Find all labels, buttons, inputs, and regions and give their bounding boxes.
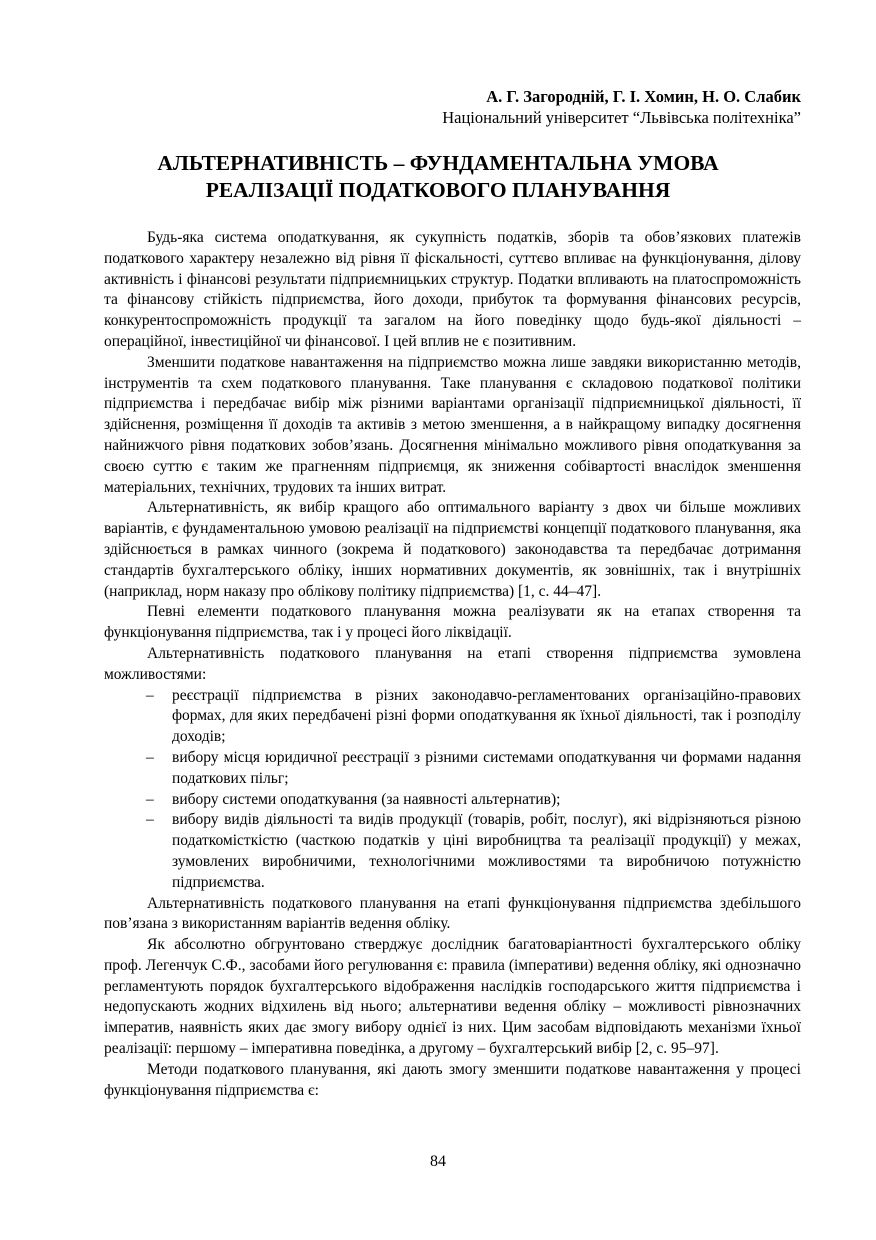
title-line-2: РЕАЛІЗАЦІЇ ПОДАТКОВОГО ПЛАНУВАННЯ: [205, 178, 671, 202]
paragraph: Як абсолютно обгрунтовано стверджує дослідник багатоваріантності бухгалтерського обліку проф. Легенчук С.Ф., засобами його регулювання є: правила (імперативи) ведення обліку, які однозначно регламентують порядок бухгалтерського відображення наслідків господарського життя підприємства і недопускають жодних відхилень від нього; альтернативи ведення обліку – можливості рівнозначних імператив, наявність яких дає змогу вибору однієї із них. Цим засобам відповідають механізми їхньої реалізації: першому – імперативна поведінка, а другому – бухгалтерський вибір [2, с. 95–97].: [104, 936, 801, 1058]
paragraph: Альтернативність податкового планування на етапі функціонування підприємства здебільшого пов’язана з використанням варіантів ведення обліку.: [104, 894, 801, 933]
list-item-text: реєстрації підприємства в різних законодавчо-регламентованих організаційно-правових формах, для яких передбачені різні форми оподаткування як їхньої діяльності, так і розподілу доходів;: [172, 686, 801, 746]
title-line-1: АЛЬТЕРНАТИВНІСТЬ – ФУНДАМЕНТАЛЬНА УМОВА: [157, 151, 719, 175]
paragraph: Певні елементи податкового планування можна реалізувати як на етапах створення та функціонування підприємства, так і у процесі його ліквідації.: [104, 603, 801, 642]
list-item-text: вибору системи оподаткування (за наявності альтернатив);: [172, 790, 561, 808]
possibilities-list: [104, 686, 801, 894]
paragraph: Альтернативність податкового планування на етапі створення підприємства зумовлена можливостями:: [104, 644, 801, 683]
dash-bullet: –: [146, 748, 154, 766]
authors: А. Г. Загородній, Г. І. Хомин, Н. О. Слабик: [486, 87, 801, 106]
page-number: 84: [430, 1153, 446, 1170]
paragraph: Методи податкового планування, які дають змогу зменшити податкове навантаження у процесі функціонування підприємства є:: [104, 1060, 801, 1099]
dash-bullet: –: [146, 811, 154, 829]
paragraph: Будь-яка система оподаткування, як сукупність податків, зборів та обов’язкових платежів податкового характеру незалежно від рівня її фіскальності, суттєво впливає на функціонування, ділову активність і фінансові результати підприємницьких структур. Податки впливають на платоспроможність та фінансову стійкість підприємства, його доходи, прибуток та формування фінансових ресурсів, конкурентоспроможність продукції та загалом на його поведінку щодо будь-якої діяльності – операційної, інвестиційної чи фінансової. І цей вплив не є позитивним.: [104, 229, 801, 350]
dash-bullet: –: [146, 686, 154, 704]
paragraph: Альтернативність, як вибір кращого або оптимального варіанту з двох чи більше можливих варіантів, є фундаментальною умовою реалізації на підприємстві концепції податкового планування, яка здійснюється в рамках чинного (зокрема й податкового) законодавства та передбачає дотримання стандартів бухгалтерського обліку, інших нормативних документів, як зовнішніх, так і внутрішніх (наприклад, норм наказу про облікову політику підприємства) [1, с. 44–47].: [104, 499, 801, 600]
list-item: [146, 810, 801, 893]
list-item-text: вибору місця юридичної реєстрації з різними системами оподаткування чи формами надання податкових пільг;: [172, 748, 801, 787]
list-item: [146, 790, 801, 811]
dash-bullet: –: [146, 790, 154, 808]
list-item-text: вибору видів діяльності та видів продукції (товарів, робіт, послуг), які відрізняються різною податкомісткістю (часткою податків у ціні виробництва та реалізації продукції) у межах, зумовлених виробничими, технологічними можливостями та виробничою потужністю підприємства.: [172, 811, 801, 891]
list-item: [146, 748, 801, 790]
affiliation: Національний університет “Львівська політехніка”: [442, 108, 801, 127]
paragraph: Зменшити податкове навантаження на підприємство можна лише завдяки використанню методів, інструментів та схем податкового планування. Таке планування є складовою податкової політики підприємства і передбачає вибір між різними варіантами організації підприємницької діяльності, її здійснення, розміщення її доходів та активів з метою зменшення, а в найкращому випадку досягнення найнижчого рівня податкових зобов’язань. Досягнення мінімально можливого рівня оподаткування за своєю суттю є таким же прагненням підприємця, як зниження собівартості внаслідок зменшення матеріальних, технічних, трудових та інших витрат.: [104, 353, 801, 496]
article-body: [104, 228, 801, 1101]
list-item: [146, 686, 801, 748]
article-title: [100, 150, 776, 204]
